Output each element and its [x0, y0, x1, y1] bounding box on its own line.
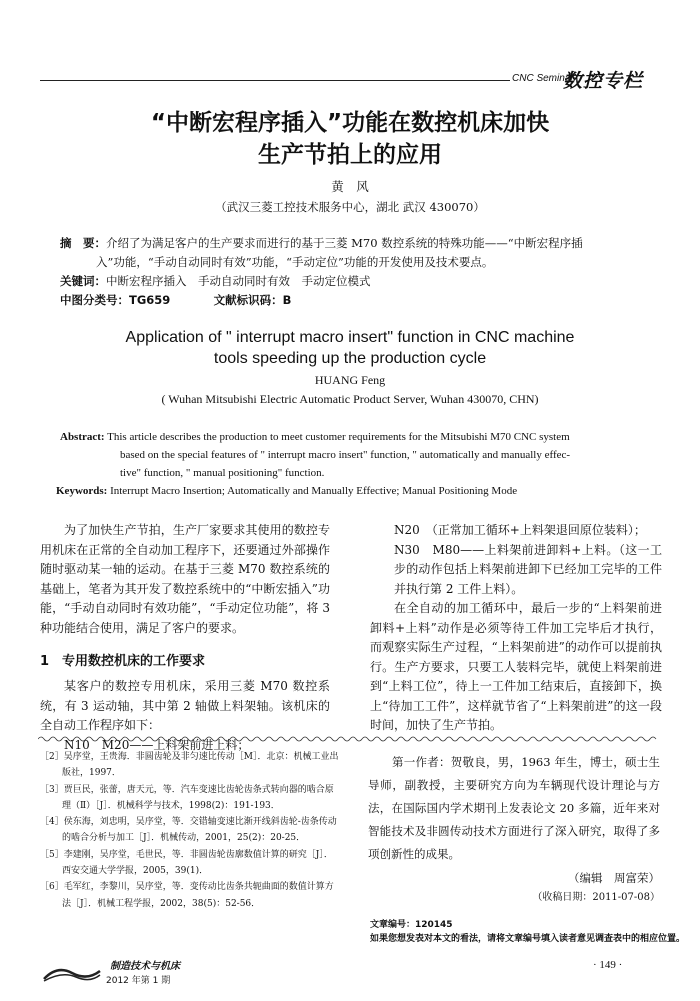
keywords-zh-label: 关键词：: [60, 274, 106, 288]
reference-item: ［3］贾巨民，张蕾，唐天元，等．汽车变速比齿轮齿条式转向器的啮合原理（Ⅱ）［J］．机械科学与技术，1998(2)：191-193．: [40, 784, 334, 811]
title-en-line2: tools speeding up the production cycle: [213, 350, 487, 367]
title-zh-line1: “中断宏程序插入”功能在数控机床加快: [150, 110, 550, 136]
abstract-zh-label: 摘 要：: [60, 236, 106, 250]
journal-issue: 2012 年第 1 期: [106, 976, 171, 986]
clc-value: TG659: [129, 293, 171, 307]
journal-name: 制造技术与机床: [110, 961, 180, 972]
affiliation-en: ( Wuhan Mitsubishi Electric Automatic Product Server, Wuhan 430070, CHN): [161, 392, 539, 406]
abstract-en-label: Abstract:: [60, 431, 105, 443]
keywords-zh: 中断宏程序插入 手动自动同时有效 手动定位模式: [106, 274, 371, 288]
abstract-en-line3: tive" function, " manual positioning" function.: [120, 467, 325, 479]
abstract-zh-line1: 介绍了为满足客户的生产要求而进行的基于三菱 M70 数控系统的特殊功能——“中断宏程序插: [106, 236, 583, 250]
page-number: · 149 ·: [593, 959, 623, 971]
body-left-column: [40, 521, 330, 755]
abstract-en-line1: This article describes the production to meet customer requirements for the Mitsubishi M70 CNC system: [104, 431, 570, 443]
reference-item: ［6］毛军红，李黎川，吴序堂，等．变传动比齿条共轭曲面的数值计算方法［J］．机械工程学报，2002，38(5)：52-56．: [40, 882, 334, 909]
body-para-2: 某客户的数控专用机床，采用三菱 M70 数控系统，有 3 运动轴，其中第 2 轴做上料架轴。该机床的全自动工作程序如下：: [40, 679, 330, 732]
wavy-separator: [38, 735, 662, 743]
header-column-title: 数控专栏: [563, 70, 644, 92]
keywords-en: Interrupt Macro Insertion; Automatically and Manually Effective; Manual Positioning Mode: [107, 485, 518, 497]
body-para-1: 为了加快生产节拍，生产厂家要求其使用的数控专用机床在正常的全自动加工程序下，还要通过外部操作随时驱动某一轴的运动。在基于三菱 M70 数控系统的基础上，笔者为其开发了数控系统中的“中断宏插入”功能，“手动自动同时有效功能”，“手动定位功能”，将 3 种功能结合使用，满足了客户的要求。: [40, 523, 330, 635]
author-bio: [368, 751, 660, 866]
reference-item: ［5］李建刚，吴序堂，毛世民，等．非圆齿轮齿廓数值计算的研究［J］．西安交通大学学报，2005，39(1)．: [40, 849, 333, 877]
body-para-3: 在全自动的加工循环中，最后一步的“上料架前进卸料+上料”动作是必须等待工件加工完毕后才执行，而观察实际生产过程，“上料架前进”的动作可以提前执行。生产方要求，只要工人装料完毕，就使上料架前进到“上料工位”，待上一工件加工结束后，直接卸下，换上“待加工工件”，这样就节省了“上料架前进”的这一段时间，加快了生产节拍。: [370, 601, 662, 732]
received-date: （收稿日期：2011-07-08）: [532, 892, 660, 903]
program-line-n30: N30 M80——上料架前进卸料+上料。（这一工步的动作包括上料架前进卸下已经加工完毕的工件并执行第 2 工件上料）。: [394, 542, 662, 596]
section-heading-1: 1 专用数控机床的工作要求: [40, 654, 206, 669]
author-bio-text: 第一作者：贺敬良，男，1963 年生，博士，硕士生导师，副教授，主要研究方向为车辆现代设计理论与方法，在国际国内学术期刊上发表论文 20 多篇，近年来对智能技术及非圆传动技术方面进行了深入研究，取得了多项创新性的成果。: [368, 755, 660, 861]
header-seminar: CNC Seminar: [512, 73, 574, 84]
reference-item: ［2］吴序堂，王贵海．非圆齿轮及非匀速比传动［M］．北京：机械工业出版社，1997．: [40, 752, 339, 779]
body-right-column: [370, 521, 662, 736]
clc-label: 中图分类号：: [60, 293, 129, 307]
reader-note: 如果您想发表对本文的看法，请将文章编号填入读者意见调查表中的相应位置。: [370, 934, 686, 944]
reference-item: ［4］侯东海，刘忠明，吴序堂，等．交错轴变速比渐开线斜齿轮-齿条传动的啮合分析与加工［J］．机械传动，2001，25(2)：20-25．: [40, 817, 337, 844]
abstract-zh: [60, 234, 650, 310]
doc-code-label: 文献标识码：: [213, 293, 283, 307]
program-line-n20: N20 （正常加工循环+上料架退回原位装料）；: [394, 523, 646, 537]
header-rule: [40, 80, 510, 81]
article-number: 文章编号：120145: [370, 920, 453, 930]
abstract-zh-line2: 入”功能，“手动自动同时有效”功能，“手动定位”功能的开发使用及技术要点。: [96, 255, 494, 269]
program-line-n10: N10 M20——上料架前进上料；: [64, 737, 250, 752]
abstract-en: [56, 428, 650, 500]
keywords-en-label: Keywords:: [56, 485, 108, 497]
abstract-en-line2: based on the special features of " interrupt macro insert" function, " automatically and manually effec-: [120, 449, 571, 461]
doc-code-value: B: [282, 293, 292, 307]
author-zh: 黄 风: [331, 179, 369, 194]
affiliation-zh: （武汉三菱工控技术服务中心，湖北 武汉 430070）: [215, 200, 485, 214]
reference-list: [40, 749, 340, 912]
title-zh-line2: 生产节拍上的应用: [258, 142, 442, 168]
author-en: HUANG Feng: [314, 373, 386, 387]
editor-note: （编辑 周富荣）: [568, 871, 660, 885]
title-en-line1: Application of " interrupt macro insert" function in CNC machine: [125, 329, 575, 346]
journal-logo-icon: [42, 963, 102, 983]
